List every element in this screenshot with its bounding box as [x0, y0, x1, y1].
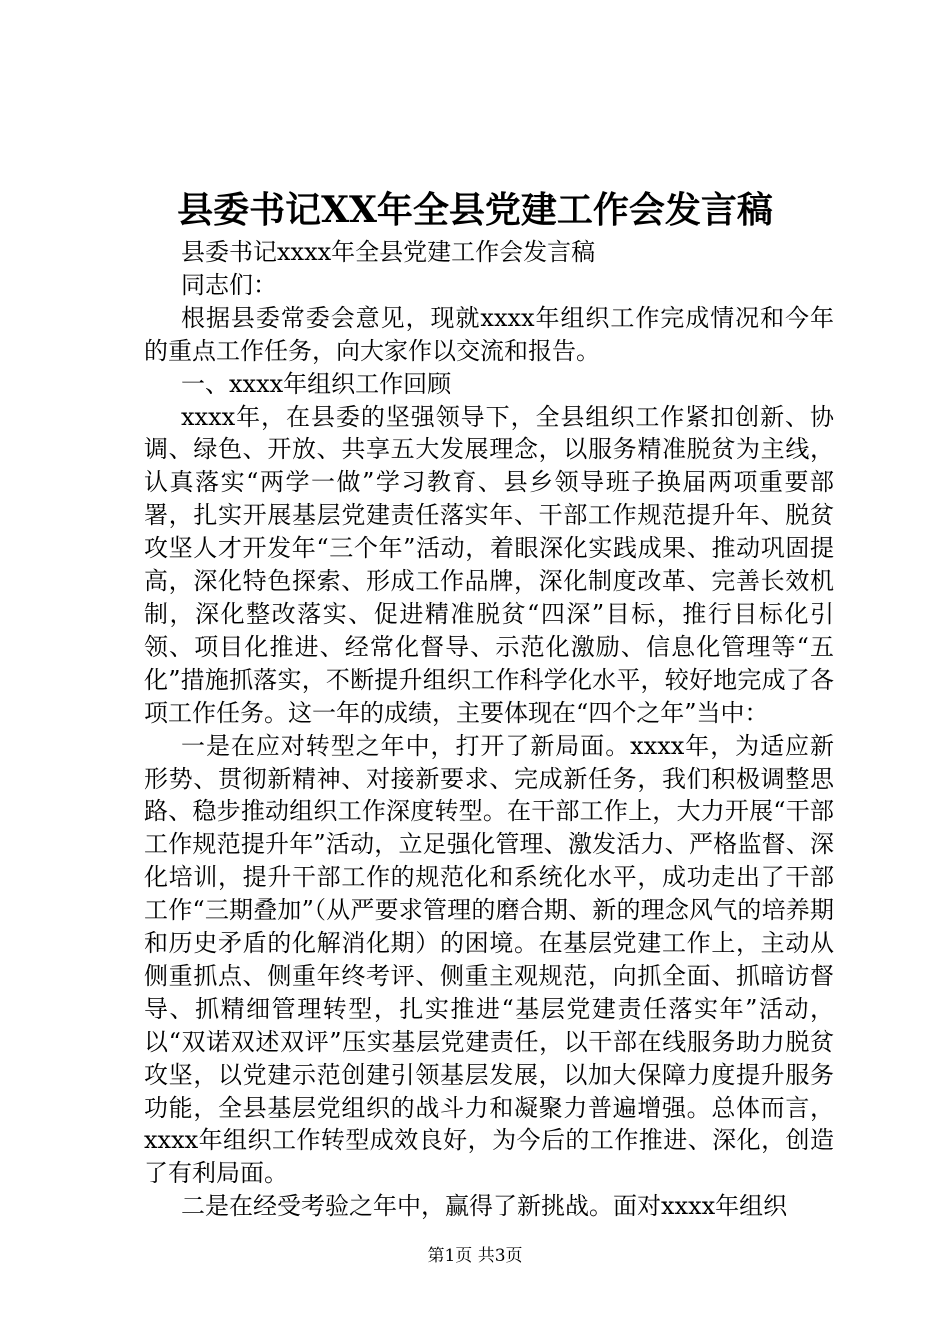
document-title: 县委书记XX年全县党建工作会发言稿 — [177, 189, 773, 231]
paragraph-intro: 根据县委常委会意见，现就xxxx年组织工作完成情况和今年的重点工作任务，向大家作以交流和报告。 — [144, 303, 834, 365]
document-body — [144, 236, 834, 1223]
paragraph-review: xxxx年，在县委的坚强领导下，全县组织工作紧扣创新、协调、绿色、开放、共享五大发展理念，以服务精准脱贫为主线，认真落实“两学一做”学习教育、县乡领导班子换届两项重要部署，扎实开展基层党建责任落实年、干部工作规范提升年、脱贫攻坚人才开发年“三个年”活动，着眼深化实践成果、推动巩固提高，深化特色探索、形成工作品牌，深化制度改革、完善长效机制，深化整改落实、促进精准脱贫“四深”目标，推行目标化引领、项目化推进、经常化督导、示范化激励、信息化管理等“五化”措施抓落实，不断提升组织工作科学化水平，较好地完成了各项工作任务。这一年的成绩，主要体现在“四个之年”当中： — [144, 402, 834, 727]
paragraph-subtitle: 县委书记xxxx年全县党建工作会发言稿 — [181, 238, 596, 266]
paragraph-salutation: 同志们： — [181, 270, 277, 299]
paragraph-first-point: 一是在应对转型之年中，打开了新局面。xxxx年，为适应新形势、贯彻新精神、对接新要求、完成新任务，我们积极调整思路、稳步推动组织工作深度转型。在干部工作上，大力开展“干部工作规范提升年”活动，立足强化管理、激发活力、严格监督、深化培训，提升干部工作的规范化和系统化水平，成功走出了干部工作“三期叠加”（从严要求管理的磨合期、新的理念风气的培养期和历史矛盾的化解消化期）的困境。在基层党建工作上，主动从侧重抓点、侧重年终考评、侧重主观规范，向抓全面、抓暗访督导、抓精细管理转型，扎实推进“基层党建责任落实年”活动，以“双诺双述双评”压实基层党建责任，以干部在线服务助力脱贫攻坚，以党建示范创建引领基层发展，以加大保障力度提升服务功能，全县基层党组织的战斗力和凝聚力普遍增强。总体而言，xxxx年组织工作转型成效良好，为今后的工作推进、深化，创造了有利局面。 — [144, 731, 834, 1188]
section-heading: 一、xxxx年组织工作回顾 — [181, 369, 452, 398]
page-footer: 第1页 共3页 — [427, 1246, 523, 1266]
paragraph-second-point: 二是在经受考验之年中，赢得了新挑战。面对xxxx年组织 — [181, 1192, 788, 1221]
